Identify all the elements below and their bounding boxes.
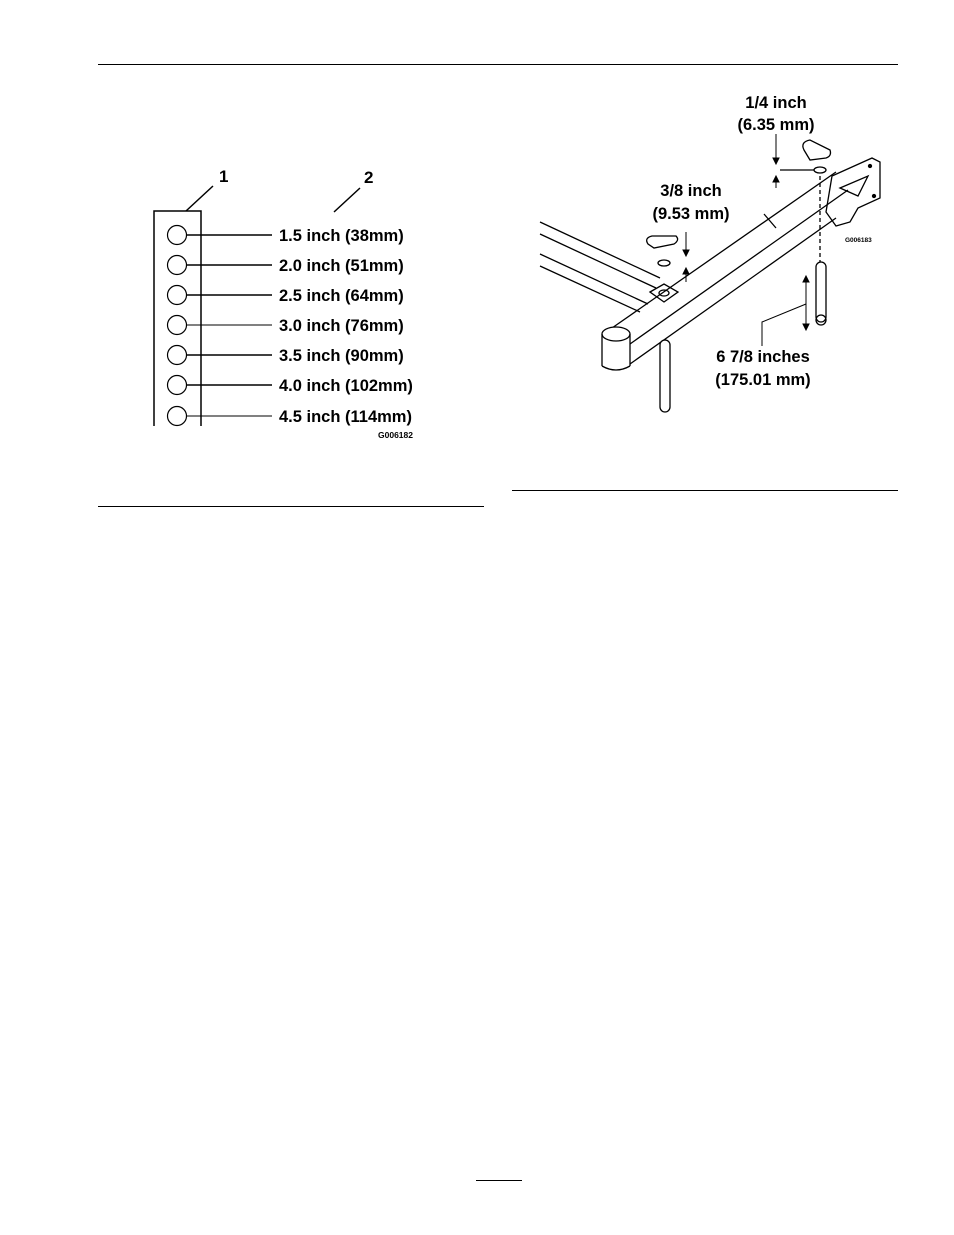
dim-three-eighths-label-1: 3/8 inch xyxy=(660,182,722,200)
caption-rule-right xyxy=(512,490,898,491)
arrow-down-icon xyxy=(773,158,779,164)
arrow-up-icon xyxy=(683,268,689,274)
arrow-up-icon xyxy=(773,176,779,182)
hole-label: 2.0 inch (51mm) xyxy=(279,257,404,275)
roller-mount-figure xyxy=(0,0,954,520)
dim-pin-label-1: 6 7/8 inches xyxy=(716,348,810,366)
washer-hole xyxy=(659,290,669,296)
roller-frame-drawing xyxy=(540,140,880,412)
callout-2: 2 xyxy=(364,168,374,187)
bracket-plate xyxy=(826,158,880,226)
dim-three-eighths-label-2: (9.53 mm) xyxy=(652,205,730,223)
dim-quarter-label-2: (6.35 mm) xyxy=(737,116,815,134)
washer-icon xyxy=(814,167,826,173)
figure-code: G006183 xyxy=(845,237,872,244)
callout-1: 1 xyxy=(219,167,229,186)
arrow-down-icon xyxy=(803,324,809,330)
hole-label: 2.5 inch (64mm) xyxy=(279,287,404,305)
main-beam xyxy=(612,172,836,328)
end-tube-top xyxy=(602,327,630,341)
hole-label: 4.5 inch (114mm) xyxy=(279,408,412,426)
hole-label: 1.5 inch (38mm) xyxy=(279,227,404,245)
figure-code: G006182 xyxy=(378,430,413,440)
page-number-rule xyxy=(476,1180,522,1181)
hair-pin-clip-icon xyxy=(803,140,831,160)
frame-rail xyxy=(540,254,648,304)
arrow-up-icon xyxy=(803,276,809,282)
dim-quarter-inch xyxy=(773,134,779,188)
frame-rail xyxy=(540,234,656,288)
bolt-hole xyxy=(873,195,876,198)
hole-label: 3.5 inch (90mm) xyxy=(279,347,404,365)
dim-pin-length xyxy=(762,276,809,346)
arrow-down-icon xyxy=(683,250,689,256)
height-pin xyxy=(660,340,670,412)
bolt-hole xyxy=(869,165,872,168)
dim-leader xyxy=(762,304,806,346)
dim-three-eighths-inch xyxy=(683,232,689,282)
dim-quarter-label-1: 1/4 inch xyxy=(745,94,807,112)
frame-rail xyxy=(540,222,660,278)
dim-pin-label-2: (175.01 mm) xyxy=(715,371,811,389)
washer-icon xyxy=(658,260,670,266)
hair-pin-clip-icon xyxy=(647,236,678,248)
hole-label: 3.0 inch (76mm) xyxy=(279,317,404,335)
end-tube-bottom xyxy=(602,366,630,370)
hole-label: 4.0 inch (102mm) xyxy=(279,377,413,395)
height-pin xyxy=(816,262,826,322)
